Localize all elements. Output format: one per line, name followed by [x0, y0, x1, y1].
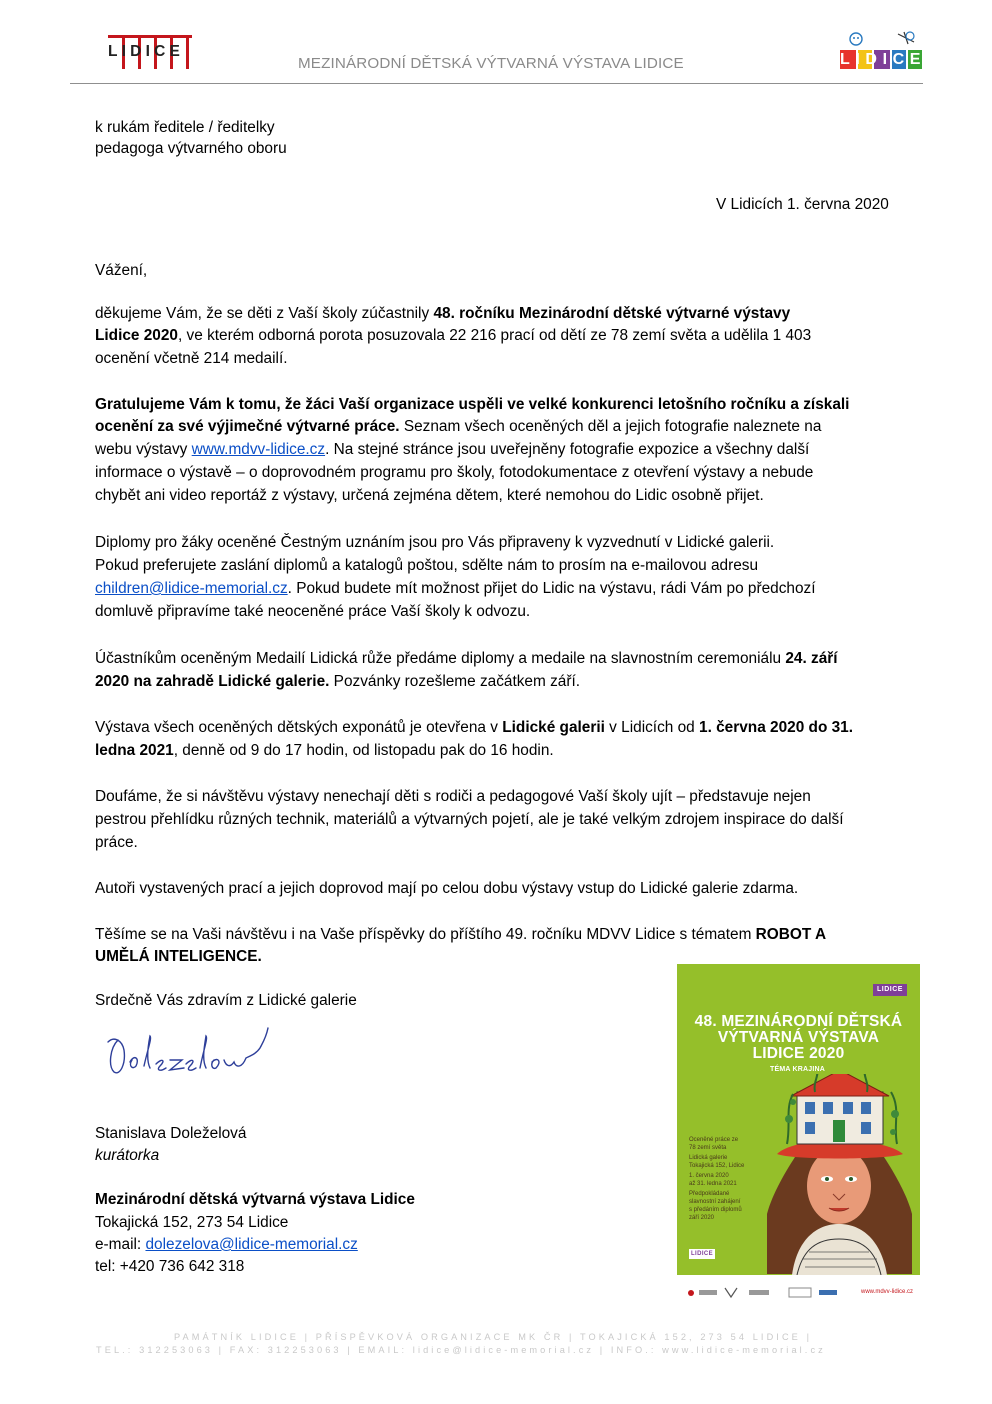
p3-line-3 — [95, 578, 816, 600]
header-divider — [70, 83, 923, 84]
p5-text: , denně od 9 do 17 hodin, od listopadu pak do 16 hodin. — [173, 742, 554, 759]
p5-text: v Lidicích od — [604, 719, 700, 736]
p2-bold: Gratulujeme Vám k tomu, že žáci Vaší organizace uspěli ve velké konkurenci letošního ročníku a získali — [95, 396, 850, 413]
org-address: Tokajická 152, 273 54 Lidice — [95, 1214, 289, 1231]
poster-info-line: září 2020 — [689, 1215, 715, 1221]
p2-line-3 — [95, 439, 809, 461]
p5-line-1 — [95, 717, 853, 739]
addressee-line-1: k rukám ředitele / ředitelky — [95, 119, 275, 136]
poster-title-3: LIDICE 2020 — [752, 1045, 845, 1062]
exhibition-logo — [838, 28, 927, 72]
poster-info-line: až 31. ledna 2021 — [689, 1181, 737, 1187]
p4-line-1 — [95, 648, 838, 670]
signature-graphic — [100, 1018, 290, 1080]
p6-line-2: pestrou přehlídku různých technik, materiálů a výtvarných pojetí, ale je také velkým zdrojem inspirace do další — [95, 811, 844, 828]
p4-text: Pozvánky rozešleme začátkem září. — [329, 673, 581, 690]
p2-text: Seznam všech oceněných děl a jejich fotografie naleznete na — [399, 418, 822, 435]
poster-title-1: 48. MEZINÁRODNÍ DĚTSKÁ — [694, 1013, 903, 1030]
p8-bold: ROBOT A — [755, 926, 827, 943]
salutation: Vážení, — [95, 262, 148, 279]
p1-text: děkujeme Vám, že se děti z Vaší školy zúčastnily — [95, 305, 434, 322]
handwritten-signature — [100, 1018, 290, 1080]
poster-info-line: Lidická galerie — [689, 1155, 728, 1161]
signer-role: kurátorka — [95, 1147, 160, 1164]
p4-line-2 — [95, 671, 580, 693]
addressee-line-2: pedagoga výtvarného oboru — [95, 140, 287, 157]
org-email-label: e-mail: — [95, 1236, 146, 1253]
signer-name: Stanislava Doleželová — [95, 1125, 247, 1142]
poster-info-line: s předáním diplomů — [689, 1207, 742, 1213]
exhibition-poster — [677, 964, 920, 1275]
p4-text: Účastníkům oceněným Medailí Lidická růže předáme diplomy a medaile na slavnostním ceremoniálu — [95, 650, 786, 667]
p4-bold: 2020 na zahradě Lidické galerie. — [95, 673, 330, 690]
p8-text: Těšíme se na Vaši návštěvu i na Vaše příspěvky do příštího 49. ročníku MDVV Lidice s tématem — [95, 926, 756, 943]
p5-line-2 — [95, 740, 554, 762]
p3-line-2: Pokud preferujete zaslání diplomů a katalogů poštou, sdělte nám to prosím na e-mailovou adresu — [95, 557, 759, 574]
poster-logo: LIDICE — [873, 984, 907, 996]
org-email-line — [95, 1234, 358, 1256]
p2-line-4: informace o výstavě – o doprovodném programu pro školy, fotodokumentace z otevření výstavy a nebude — [95, 464, 814, 481]
p1-text: , ve kterém odborná porota posuzovala 22 216 prací od dětí ze 78 zemí světa a udělila 1 403 — [178, 327, 812, 344]
p8-line-1 — [95, 924, 826, 946]
poster-url: www.mdvv-lidice.cz — [861, 1289, 914, 1295]
p6-line-3: práce. — [95, 834, 138, 851]
p3-line-4: domluvě připravíme také neoceněné práce Vaší školy k odvozu. — [95, 603, 531, 620]
poster-title-2: VÝTVARNÁ VÝSTAVA — [717, 1029, 880, 1046]
p5-text: Výstava všech oceněných dětských exponátů je otevřena v — [95, 719, 503, 736]
children-email-link[interactable]: children@lidice-memorial.cz — [95, 580, 288, 597]
closing-line: Srdečně Vás zdravím z Lidické galerie — [95, 992, 357, 1009]
p7-line: Autoři vystavených prací a jejich doprovod mají po celou dobu výstavy vstup do Lidické galerie zdarma. — [95, 880, 799, 897]
memorial-logo — [108, 35, 192, 71]
p6-line-1: Doufáme, že si návštěvu výstavy nenechají děti s rodiči a pedagogové Vaší školy ujít – představuje nejen — [95, 788, 811, 805]
p5-bold: Lidické galerii — [502, 719, 605, 736]
exhibition-logo-text: LIDICE — [840, 51, 927, 68]
poster-info-line: 1. června 2020 — [689, 1173, 729, 1179]
p1-line-3: ocenění včetně 214 medailí. — [95, 350, 288, 367]
p5-bold: ledna 2021 — [95, 742, 174, 759]
p2-text: . Na stejné stránce jsou uveřejněny fotografie expozice a všechny další — [325, 441, 810, 458]
header-title: MEZINÁRODNÍ DĚTSKÁ VÝTVARNÁ VÝSTAVA LIDICE — [298, 55, 684, 72]
poster-bottom-logo: LIDICE — [690, 1251, 714, 1257]
p4-bold: 24. září — [785, 650, 838, 667]
p3-line-1: Diplomy pro žáky oceněné Čestným uznáním jsou pro Vás připraveny k vyzvednutí v Lidické galerii. — [95, 534, 775, 551]
p1-line-1 — [95, 303, 790, 325]
org-tel: tel: +420 736 642 318 — [95, 1258, 245, 1275]
p1-bold: 48. ročníku Mezinárodní dětské výtvarné výstavy — [433, 305, 791, 322]
p2-bold: ocenění za své výjimečné výtvarné práce. — [95, 418, 400, 435]
org-name-text: Mezinárodní dětská výtvarná výstava Lidice — [95, 1191, 415, 1208]
p2-line-1 — [95, 394, 849, 416]
footer-line-1: PAMÁTNÍK LIDICE | PŘÍSPĚVKOVÁ ORGANIZACE MK ČR | TOKAJICKÁ 152, 273 54 LIDICE | — [174, 1332, 813, 1342]
org-email-link[interactable]: dolezelova@lidice-memorial.cz — [145, 1236, 358, 1253]
memorial-logo-text: LIDICE — [108, 43, 185, 60]
poster-partner-strip — [677, 1280, 920, 1305]
poster-info-line: 78 zemí světa — [689, 1145, 727, 1151]
p2-text: webu výstavy — [95, 441, 192, 458]
poster-info-line: Oceněné práce ze — [689, 1137, 739, 1143]
p2-line-5: chybět ani video reportáž z výstavy, určená zejména dětem, které nemohou do Lidic osobně přijet. — [95, 487, 764, 504]
website-link[interactable]: www.mdvv-lidice.cz — [191, 441, 326, 458]
p8-bold: UMĚLÁ INTELIGENCE. — [95, 948, 262, 965]
poster-info-line: Předpokládané — [689, 1191, 730, 1197]
footer-line-2: TEL.: 312253063 | FAX: 312253063 | EMAIL: lidice@lidice-memorial.cz | INFO.: www.lidice-memorial.cz — [96, 1345, 826, 1355]
poster-info-line: slavnostní zahájení — [689, 1199, 741, 1205]
p8-line-2 — [95, 946, 262, 968]
org-name — [95, 1189, 415, 1211]
p1-bold: Lidice 2020 — [95, 327, 178, 344]
poster-theme: TÉMA KRAJINA — [770, 1066, 826, 1073]
p2-line-2 — [95, 416, 821, 438]
p3-text: . Pokud budete mít možnost přijet do Lidic na výstavu, rádi Vám po předchozí — [287, 580, 816, 597]
date-line: V Lidicích 1. června 2020 — [716, 196, 889, 213]
poster-illustration — [757, 1074, 920, 1275]
p5-bold: 1. června 2020 do 31. — [699, 719, 854, 736]
poster-info-line: Tokajická 152, Lidice — [689, 1163, 745, 1169]
p1-line-2 — [95, 325, 811, 347]
